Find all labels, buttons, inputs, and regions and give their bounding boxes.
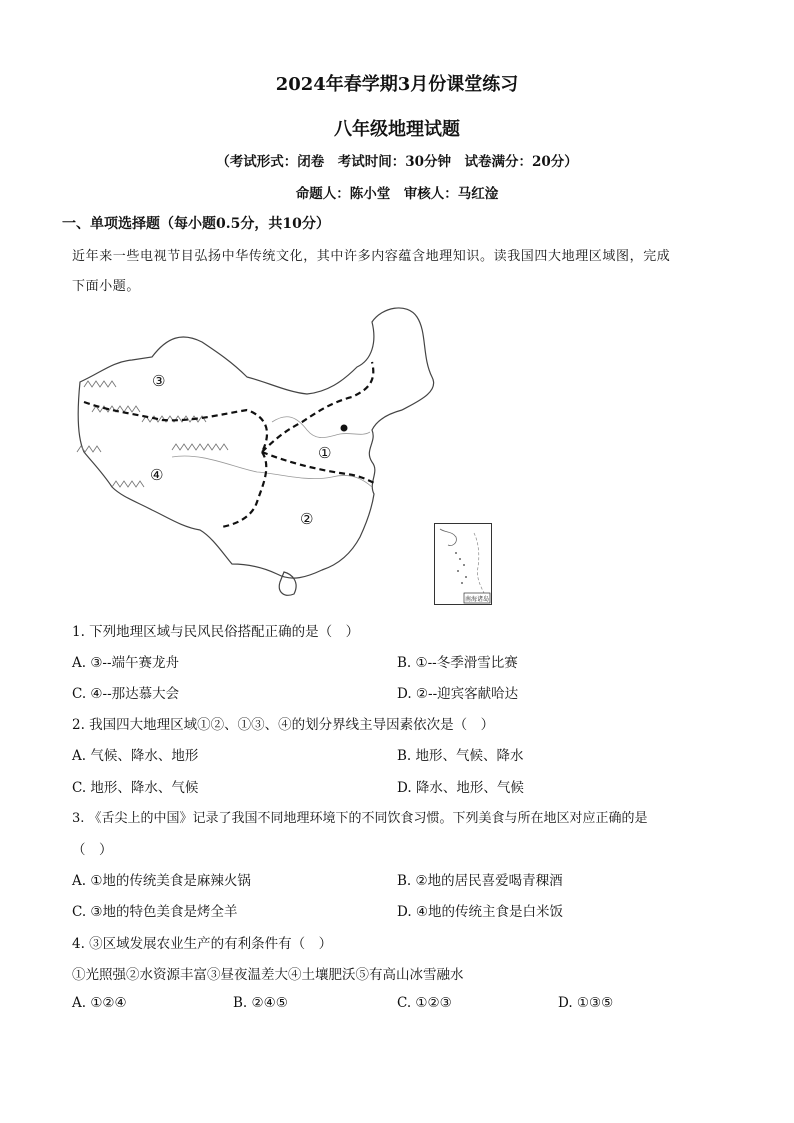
section-heading: 一、单项选择题（每小题0.5分，共10分）	[62, 216, 330, 232]
intro-line-2: 下面小题。	[72, 279, 141, 294]
capital-marker	[341, 425, 348, 432]
intro-line-1: 近年来一些电视节目弘扬中华传统文化，其中许多内容蕴含地理知识。读我国四大地理区域图，完成	[72, 249, 671, 264]
china-regions-map	[72, 302, 492, 607]
region-labels	[150, 372, 331, 528]
inset-label: 南海诸岛	[464, 596, 490, 603]
exam-title: 2024年春学期3月份课堂练习	[275, 74, 519, 95]
q4-option-d[interactable]: D. ①③⑤	[558, 995, 614, 1011]
q4-stem: 4. ③区域发展农业生产的有利条件有（ ）	[72, 936, 333, 952]
region-label-2: ②	[300, 510, 314, 528]
china-outline	[78, 308, 434, 595]
q3-stem-continued: （ ）	[72, 842, 113, 858]
q3-option-b[interactable]: B. ②地的居民喜爱喝青稞酒	[397, 873, 563, 889]
q3-option-c[interactable]: C. ③地的特色美食是烤全羊	[72, 904, 238, 920]
q1-option-c[interactable]: C. ④--那达慕大会	[72, 686, 180, 702]
q2-stem: 2. 我国四大地理区域①②、①③、④的划分界线主导因素依次是（ ）	[72, 717, 495, 733]
q4-option-b[interactable]: B. ②④⑤	[233, 995, 288, 1011]
q2-option-d[interactable]: D. 降水、地形、气候	[397, 780, 524, 796]
q1-option-d[interactable]: D. ②--迎宾客献哈达	[397, 686, 519, 702]
region-label-4: ④	[150, 466, 164, 484]
region-label-3: ③	[152, 372, 166, 390]
q4-option-a[interactable]: A. ①②④	[72, 995, 127, 1011]
q2-option-c[interactable]: C. 地形、降水、气候	[72, 780, 199, 796]
q3-option-d[interactable]: D. ④地的传统主食是白米饭	[397, 904, 564, 920]
south-china-sea-inset	[434, 523, 492, 605]
exam-authors: 命题人：陈小堂 审核人：马红淦	[295, 186, 499, 202]
q4-option-c[interactable]: C. ①②③	[397, 995, 452, 1011]
q3-stem: 3. 《舌尖上的中国》记录了我国不同地理环境下的不同饮食习惯。下列美食与所在地区对应正确的是	[72, 811, 648, 826]
exam-info: （考试形式：闭卷 考试时间：30分钟 试卷满分：20分）	[216, 154, 578, 170]
q1-stem: 1. 下列地理区域与民风民俗搭配正确的是（ ）	[72, 624, 360, 640]
q3-option-a[interactable]: A. ①地的传统美食是麻辣火锅	[72, 873, 251, 889]
q1-option-b[interactable]: B. ①--冬季滑雪比赛	[397, 655, 518, 671]
exam-subtitle: 八年级地理试题	[334, 119, 460, 140]
q1-option-a[interactable]: A. ③--端午赛龙舟	[72, 655, 180, 671]
q2-option-a[interactable]: A. 气候、降水、地形	[72, 748, 199, 764]
q4-conditions: ①光照强②水资源丰富③昼夜温差大④土壤肥沃⑤有高山冰雪融水	[72, 967, 464, 983]
q2-option-b[interactable]: B. 地形、气候、降水	[397, 748, 524, 764]
region-label-1: ①	[318, 444, 332, 462]
